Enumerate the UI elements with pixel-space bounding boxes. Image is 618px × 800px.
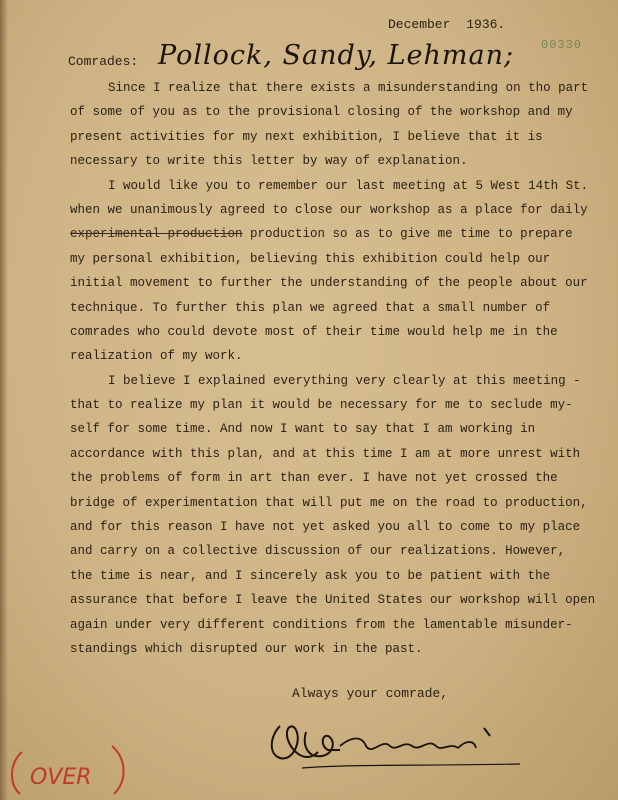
text-line: and for this reason I have not yet asked you all to come to my place bbox=[70, 520, 581, 535]
handwritten-signature bbox=[262, 706, 562, 776]
text-line: my personal exhibition, believing this exhibition could help our bbox=[70, 251, 551, 266]
text-line: assurance that before I leave the United States our workshop will open bbox=[70, 593, 596, 608]
text-line: I would like you to remember our last meeting at 5 West 14th St. bbox=[108, 178, 589, 193]
signature-drawing bbox=[262, 706, 562, 776]
text-line: the problems of form in art than ever. I have not yet crossed the bbox=[70, 471, 558, 486]
text-line: present activities for my next exhibition, I believe that it is bbox=[70, 129, 543, 144]
text-line: the time is near, and I sincerely ask you to be patient with the bbox=[70, 568, 551, 583]
text-line: bridge of experimentation that will put me on the road to production, bbox=[70, 495, 588, 510]
text-line: of some of you as to the provisional closing of the workshop and my bbox=[70, 105, 573, 120]
paragraph-1 bbox=[70, 76, 598, 174]
red-over-annotation bbox=[0, 740, 150, 800]
text-line-with-strikeout bbox=[70, 222, 598, 246]
text-line: realization of my work. bbox=[70, 349, 243, 364]
text-line: again under very different conditions from the lamentable misunder- bbox=[70, 617, 573, 632]
text-line: accordance with this plan, and at this time I am at more unrest with bbox=[70, 446, 581, 461]
crossed-out-text: experimental production bbox=[70, 227, 243, 242]
margin-note-over bbox=[0, 740, 150, 800]
paragraph-3 bbox=[70, 369, 598, 662]
margin-note-text: OVER bbox=[30, 765, 92, 790]
text-line: Since I realize that there exists a misunderstanding on tho part bbox=[108, 81, 589, 95]
letter-date: December 1936. bbox=[388, 17, 506, 32]
salutation-label: Comrades: bbox=[68, 54, 139, 69]
text-line: standings which disrupted our work in the past. bbox=[70, 641, 423, 656]
letter-body bbox=[70, 76, 598, 661]
text-line: necessary to write this letter by way of explanation. bbox=[70, 154, 468, 169]
text-line: that to realize my plan it would be necessary for me to seclude my- bbox=[70, 398, 573, 413]
handwritten-salutation-names: Pollock, Sandy, Lehman; bbox=[158, 40, 515, 71]
text-line-remainder: production so as to give me time to prepare bbox=[250, 227, 573, 242]
text-line: initial movement to further the understanding of the people about our bbox=[70, 276, 588, 291]
text-line: self for some time. And now I want to say that I am working in bbox=[70, 422, 536, 437]
archive-stamp-number: 00330 bbox=[541, 38, 583, 52]
text-line: I believe I explained everything very clearly at this meeting - bbox=[108, 373, 581, 388]
text-line: and carry on a collective discussion of our realizations. However, bbox=[70, 544, 566, 559]
text-line: comrades who could devote most of their time would help me in the bbox=[70, 324, 558, 339]
paragraph-2 bbox=[70, 174, 598, 369]
closing-line: Always your comrade, bbox=[292, 686, 449, 701]
page-edge-shadow bbox=[0, 0, 8, 800]
text-line: technique. To further this plan we agreed that a small number of bbox=[70, 300, 551, 315]
text-line: when we unanimously agreed to close our workshop as a place for daily bbox=[70, 202, 588, 217]
